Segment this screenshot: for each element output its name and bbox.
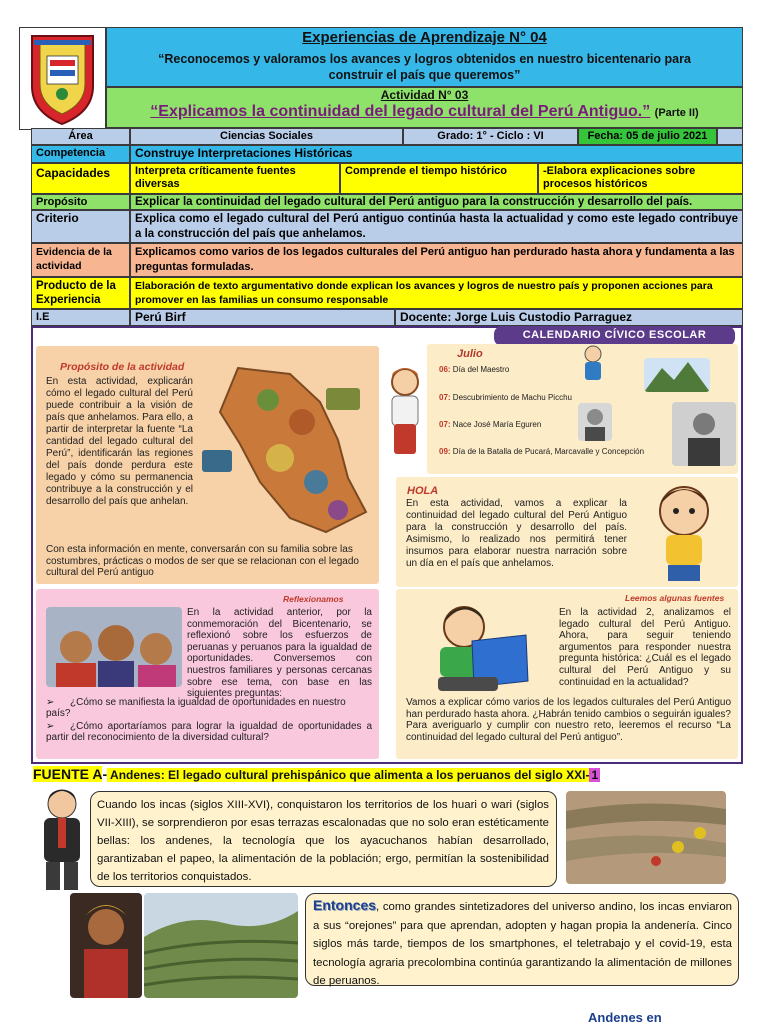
event-text: Día del Maestro <box>452 365 510 374</box>
event-text: Nace José María Eguren <box>452 420 542 429</box>
leemos-body-2: Vamos a explicar cómo varios de los legados culturales del Perú Antiguo han perdurado hasta ahora. ¿Habrán tenido cambios o seguirán iguales? Para averiguarlo y cumplir con nuestro reto, leeremos el recurso “La continuidad del legado cultural del Perú antiguo”. <box>406 697 731 743</box>
reading-boy-illustration <box>428 601 532 693</box>
calendar-event <box>439 447 644 456</box>
criterio-label: Criterio <box>31 210 130 243</box>
capacidades-label: Capacidades <box>31 163 130 194</box>
ie-value: Perú Birf <box>130 309 395 326</box>
activity-number: Actividad N° 03 <box>380 88 469 102</box>
fuente-text-2 <box>313 896 732 991</box>
fuente-num: 1 <box>591 768 599 782</box>
ie-label: I.E <box>31 309 130 326</box>
proposito-label: Propósito <box>31 194 130 210</box>
peru-map-image <box>198 360 376 538</box>
fuente-label: FUENTE A <box>33 766 103 782</box>
activity-title: “Explicamos la continuidad del legado cultural del Perú Antiguo.” <box>150 103 651 120</box>
andenes-workers-photo <box>566 791 726 884</box>
calendario-month: Julio <box>457 348 483 360</box>
boy-illustration <box>648 481 720 583</box>
hola-heading: HOLA <box>407 485 439 497</box>
grade-value: Grado: 1° - Ciclo : VI <box>403 128 578 145</box>
bullet-arrow-icon: ➢ <box>46 697 55 708</box>
caceres-portrait-icon <box>672 402 736 466</box>
capacidad-3: -Elabora explicaciones sobre procesos históricos <box>538 163 743 194</box>
question-2-text: ¿Cómo aportaríamos para lograr la igualdad de oportunidades a partir del reconocimiento de la diversidad cultural? <box>46 721 372 743</box>
producto-label: Producto de la Experiencia <box>31 277 130 309</box>
eguren-portrait-icon <box>578 403 612 441</box>
entonces-word: Entonces <box>313 897 377 913</box>
fuente-text-2-body: , como grandes sintetizadores del universo andino, los incas enviaron a sus “orejones” para que aprendan, adopten y hagan propia la andenería. Cinco siglos más tarde, tiempos de los smartphones, el teletrabajo y el covid-19, esta tecnología agraria precolombina continúa garantizando la alimentación de millones de peruanos. <box>313 901 732 987</box>
event-day: 09: <box>439 447 451 456</box>
area-label: Área <box>31 128 130 145</box>
inca-portrait-photo <box>70 893 142 998</box>
proposito-heading: Propósito de la actividad <box>60 361 185 373</box>
header-subtitle: “Reconocemos y valoramos los avances y logros obtenidos en nuestro bicentenario para construir el país que queremos” <box>158 52 691 82</box>
criterio-value: Explica como el legado cultural del Perú antiguo continúa hasta la actualidad y como este legado contribuye a la construcción del país que anhelamos. <box>130 210 743 243</box>
date-spacer <box>717 128 743 145</box>
calendar-event <box>439 420 541 429</box>
child-teacher-icon <box>578 345 608 383</box>
calendar-event <box>439 393 572 402</box>
producto-value: Elaboración de texto argumentativo donde explican los avances y logros de nuestro país y proponen acciones para promover en las familias un consumo responsable <box>130 277 743 309</box>
event-day: 06: <box>439 365 451 374</box>
andenes-terraces-photo <box>144 893 298 998</box>
event-text: Descubrimiento de Machu Picchu <box>452 393 572 402</box>
proposito-body: En esta actividad, explicarán cómo el legado cultural del Perú puede contribuir a la visión de país que anhelamos. Para ello, a partir de interpretar la fuente “La cantidad del legado cultural del Perú”, identificarán las regiones del país donde perdura este legado y cómo su permanencia contribuye a la construcción y el desarrollo del país que anhelan. <box>46 376 193 507</box>
calendario-banner-text: CALENDARIO CÍVICO ESCOLAR <box>522 329 707 341</box>
question-1-text: ¿Cómo se manifiesta la igualdad de oportunidades en nuestro país? <box>46 697 346 719</box>
competencia-value: Construye Interpretaciones Históricas <box>130 145 743 163</box>
leemos-body-1: En la actividad 2, analizamos el legado cultural del Perú Antiguo. Ahora, para seguir teniendo argumentos para responder nuestra pregunta histórica: ¿Cuál es el legado cultural del Perú Antiguo y su continuidad en la actualidad? <box>559 607 731 688</box>
evidencia-label: Evidencia de la actividad <box>31 243 130 277</box>
reflexionamos-heading: Reflexionamos <box>283 594 344 604</box>
reflexionamos-body: En la actividad anterior, por la conmemoración del Bicentenario, se reflexionó sobre los esfuerzos de peruanas y peruanos para la igualdad de oportunidades. Conversemos con nuestros familiares y personas cercanas sobre ese tema, con base en las siguientes preguntas: <box>187 607 372 700</box>
proposito-footer: Con esta información en mente, conversarán con su familia sobre las costumbres, prácticas o modos de ser que se relacionan con el legado cultural del Perú antiguo <box>46 544 359 578</box>
event-day: 07: <box>439 393 451 402</box>
bullet-arrow-icon: ➢ <box>46 721 55 732</box>
logo-box <box>19 27 106 130</box>
question-2 <box>46 721 372 743</box>
activity-part: (Parte II) <box>654 107 699 119</box>
header-title: Experiencias de Aprendizaje N° 04 <box>302 29 547 46</box>
evidencia-value: Explicamos como varios de los legados culturales del Perú antiguo han perdurado hasta ahora y fundamenta a las preguntas formuladas. <box>130 243 743 277</box>
calendar-event <box>439 365 509 374</box>
event-day: 07: <box>439 420 451 429</box>
man-illustration <box>34 786 90 892</box>
docente-value: Docente: Jorge Luis Custodio Parraguez <box>395 309 743 326</box>
indigenous-women-photo <box>46 607 182 687</box>
school-crest-icon <box>20 28 105 129</box>
date-value: Fecha: 05 de julio 2021 <box>578 128 717 145</box>
activity-title-row <box>106 103 743 121</box>
area-value: Ciencias Sociales <box>130 128 403 145</box>
capacidad-2: Comprende el tiempo histórico <box>340 163 538 194</box>
question-1 <box>46 697 372 719</box>
bottom-tag: Andenes en <box>588 1010 662 1025</box>
leemos-heading: Leemos algunas fuentes <box>625 593 725 603</box>
event-text: Día de la Batalla de Pucará, Marcavalle y Concepción <box>452 447 645 456</box>
capacidad-1: Interpreta críticamente fuentes diversas <box>130 163 340 194</box>
proposito-value: Explicar la continuidad del legado cultural del Perú antiguo para la construcción y desarrollo del país. <box>130 194 743 210</box>
fuente-title-row <box>33 766 743 784</box>
fuente-dash: - <box>102 766 108 782</box>
fuente-text-1: Cuando los incas (siglos XIII-XVI), conquistaron los territorios de los huari o wari (siglos VII-XIII), se sorprendieron por esas terrazas escalonadas que no solo eran estéticamente bellas: los andenes, la tecnología que los ayacuchanos habían desarrollado, garantizaban el papeo, la alimentación de la población; ergo, permitían la sostenibilidad de los territorios conquistados. <box>97 799 549 883</box>
machu-picchu-icon <box>644 358 710 392</box>
fuente-title: Andenes: El legado cultural prehispánico que alimenta a los peruanos del siglo XXI- <box>107 768 590 782</box>
competencia-label: Competencia <box>31 145 130 163</box>
teacher-illustration <box>380 366 430 458</box>
hola-body: En esta actividad, vamos a explicar la continuidad del legado cultural del Perú Antiguo para la construcción y desarrollo del país. Asimismo, lo realizado nos permitirá tener insumos para elaborar nuestra narración sobre un día en el país que anhelamos. <box>406 498 627 569</box>
